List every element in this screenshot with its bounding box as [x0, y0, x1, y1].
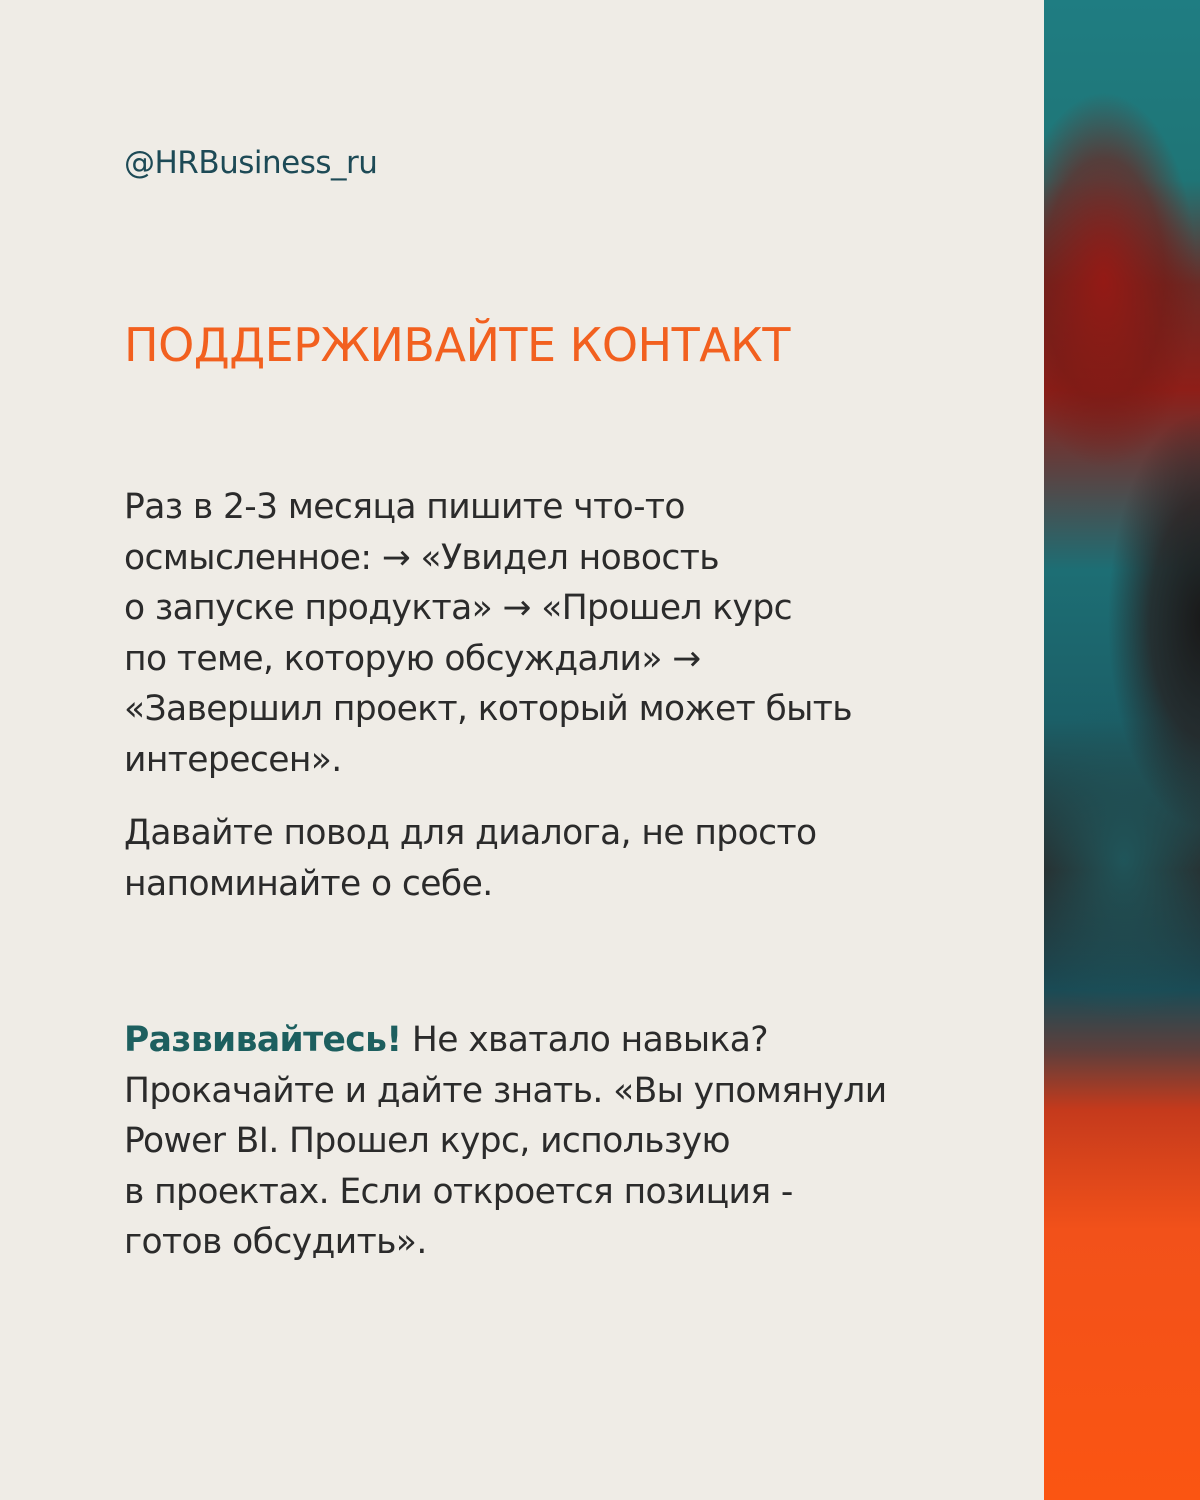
text-line: по теме, которую обсуждали» → — [124, 638, 701, 679]
text-line: Раз в 2-3 месяца пишите что-то — [124, 487, 685, 527]
text-line: «Завершил проект, который может быть — [124, 689, 853, 729]
text-line: осмысленное: → «Увидел новость — [124, 537, 719, 578]
text-line: Прокачайте и дайте знать. «Вы упомянули — [124, 1070, 887, 1111]
slide-heading: ПОДДЕРЖИВАЙТЕ КОНТАКТ — [124, 318, 790, 372]
paragraph-keep-in-touch — [124, 482, 1024, 785]
paragraph-dialogue-reason — [124, 808, 1024, 909]
text-line: интересен». — [124, 739, 342, 780]
decorative-gradient-strip — [1044, 0, 1200, 1500]
account-handle: @HRBusiness_ru — [124, 145, 378, 181]
paragraph-develop — [124, 1015, 1024, 1268]
text-line: готов обсудить». — [124, 1222, 427, 1262]
text-line: напоминайте о себе. — [124, 863, 493, 904]
text-line: Power BI. Прошел курс, использую — [124, 1121, 730, 1161]
accent-phrase: Развивайтесь! — [124, 1020, 402, 1060]
text-line: о запуске продукта» → «Прошел курс — [124, 588, 792, 628]
text-fragment: Не хватало навыка? — [401, 1020, 769, 1060]
text-line: Давайте повод для диалога, не просто — [124, 813, 817, 853]
text-line — [124, 1015, 1024, 1066]
text-line: в проектах. Если откроется позиция - — [124, 1171, 793, 1212]
